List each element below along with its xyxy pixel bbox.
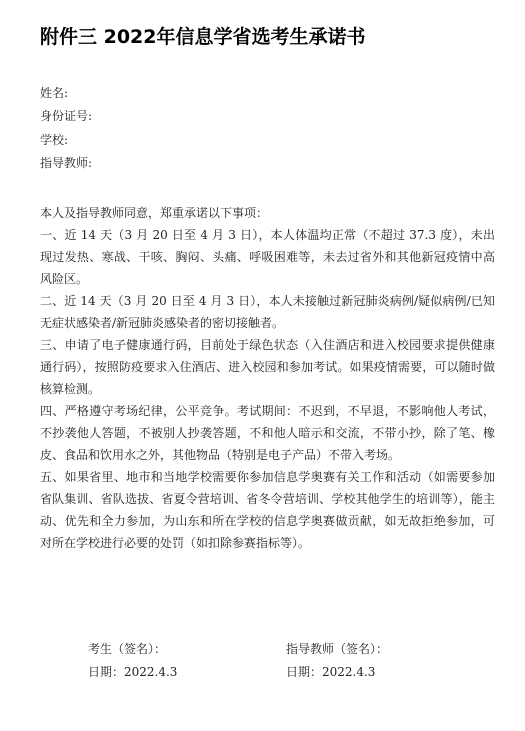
commitment-item-1: 一、近 14 天（3 月 20 日至 4 月 3 日），本人体温均正常（不超过 37.3 度），未出现过发热、寒战、干咳、胸闷、头痛、呼吸困难等，未去过省外和其他新冠疫情中高风险区。 (40, 228, 495, 286)
teacher-signature-date: 日期：2022.4.3 (286, 665, 376, 679)
commitment-item-3: 三、申请了电子健康通行码，目前处于绿色状态（入住酒店和进入校园要求提供健康通行码），按照防疫要求入住酒店、进入校园和参加考试。如果疫情需要，可以随时做核算检测。 (40, 338, 495, 396)
commitment-item-2: 二、近 14 天（3 月 20 日至 4 月 3 日），本人未接触过新冠肺炎病例/疑似病例/已知无症状感染者/新冠肺炎感染者的密切接触者。 (40, 294, 495, 330)
commitment-intro: 本人及指导教师同意，郑重承诺以下事项： (40, 206, 269, 220)
document-title: 附件三 2022年信息学省选考生承诺书 (40, 26, 366, 48)
name-field-label: 姓名: (40, 86, 69, 100)
commitment-body (40, 202, 495, 554)
id-number-field-label: 身份证号: (40, 109, 93, 123)
school-field-label: 学校: (40, 133, 69, 147)
commitment-item-4: 四、严格遵守考场纪律，公平竞争。考试期间：不迟到，不早退，不影响他人考试，不抄袭他人答题，不被别人抄袭答题，不和他人暗示和交流，不带小抄，除了笔、橡皮、食品和饮用水之外，其他物品（特别是电子产品）不带入考场。 (40, 404, 495, 462)
teacher-signature-label: 指导教师（签名）： (286, 642, 389, 656)
student-signature-label: 考生（签名）： (88, 642, 167, 656)
teacher-field-label: 指导教师: (40, 156, 93, 170)
student-signature-date: 日期：2022.4.3 (88, 665, 178, 679)
commitment-item-5: 五、如果省里、地市和当地学校需要你参加信息学奥赛有关工作和活动（如需要参加省队集训、省队选拔、省夏令营培训、省冬令营培训、学校其他学生的培训等），能主动、优先和全力参加，为山东和所在学校的信息学奥赛做贡献，如无故拒绝参加，可对所在学校进行必要的处罚（如扣除参赛指标等）。 (40, 470, 495, 550)
